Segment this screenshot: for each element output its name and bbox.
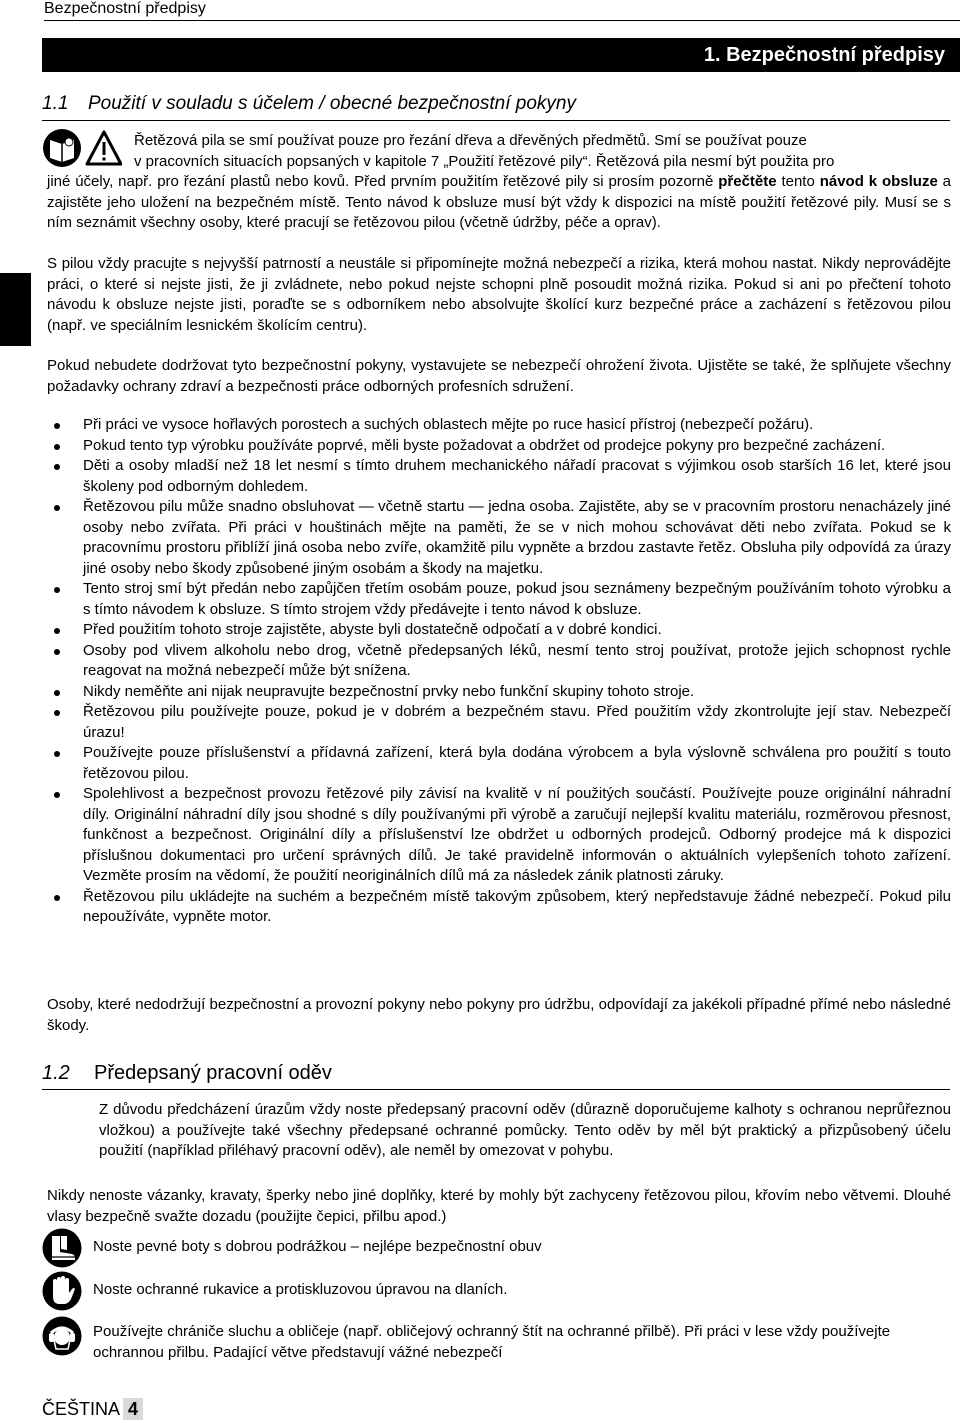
safety-bullet-list xyxy=(47,415,951,928)
list-item: Řetězovou pilu používejte pouze, pokud je v dobrém a bezpečném stavu. Před použitím vždy zkontrolujte její stav. Nebezpečí úrazu! xyxy=(47,702,951,743)
chapter-side-tab xyxy=(0,273,31,346)
ppe-row-ear-face xyxy=(42,1316,952,1362)
ppe-gloves-text: Noste ochranné rukavice a protiskluzovou úpravou na dlaních. xyxy=(93,1281,508,1298)
read-manual-warning-icon xyxy=(42,128,122,168)
clothing-paragraph-1: Z důvodu předcházení úrazům vždy noste předepsaný pracovní oděv (důrazně doporučujeme kalhoty s ochranou neprůřeznou vložkou) a používejte také všechny předepsané ochranné pomůcky. Tento oděv by měl být praktický a přizpůsobený účelu použití (například přiléhavý pracovní oděv), ale neměl by omezovat v pohybu. xyxy=(99,1101,951,1159)
footer-language: ČEŠTINA xyxy=(42,1399,121,1419)
section-1-1-title xyxy=(42,92,950,121)
intro-bold-manual: návod k obsluze xyxy=(819,173,938,190)
intro-line-2: v pracovních situacích popsaných v kapitole 7 „Použití řetězové pily“. Řetězová pila nesmí být použita pro xyxy=(134,153,835,170)
ppe-boots-text: Noste pevné boty s dobrou podrážkou – nejlépe bezpečnostní obuv xyxy=(93,1238,542,1255)
ppe-row-gloves xyxy=(42,1271,952,1311)
section-title-text: Použití v souladu s účelem / obecné bezpečnostní pokyny xyxy=(88,93,576,114)
intro-paragraph xyxy=(47,172,951,234)
list-item: Řetězovou pilu může snadno obsluhovat — včetně startu — jedna osoba. Zajistěte, aby se v pracovním prostoru nenacházely jiné osoby nebo zvířata. Při práci v houštinách mějte na paměti, že se v nich mohou schovávat děti nebo zvířata. Pokud se k pracovnímu prostoru přiblíží jiná osoba nebo zvíře, okamžitě pilu vypněte a brzdou zastavte řetěz. Obsluha pily odpovídá za úrazy jiné osoby nebo škody způsobené jiným osobám a škody na majetku. xyxy=(47,497,951,579)
ppe-row-boots xyxy=(42,1228,952,1268)
ear-face-protection-icon xyxy=(42,1316,82,1356)
list-item: Řetězovou pilu ukládejte na suchém a bezpečném místě takovým způsobem, který nepředstavuje žádné nebezpečí. Pokud pilu nepoužíváte, vypněte motor. xyxy=(47,887,951,928)
closing-paragraph: Osoby, které nedodržují bezpečnostní a provozní pokyny nebo pokyny pro údržbu, odpovídají za jakékoli případné přímé nebo následné škody. xyxy=(47,996,951,1034)
list-item: Osoby pod vlivem alkoholu nebo drog, včetně předepsaných léků, nesmí tento stroj používat, protože jejich schopnost rychle reagovat na možná nebezpečí může být snížena. xyxy=(47,641,951,682)
ppe-ear-face-text: Používejte chrániče sluchu a obličeje (např. obličejový ochranný štít na ochranné přilbě). Při práci v lese vždy používejte ochrannou přilbu. Padající větve představují vážné nebezpečí xyxy=(93,1323,891,1361)
intro-text-a: jiné účely, např. pro řezání plastů nebo kovů. Před prvním použitím řetězové pily si prosím pozorně xyxy=(47,173,719,190)
page-number: 4 xyxy=(123,1398,143,1420)
list-item: Nikdy neměňte ani nijak neupravujte bezpečnostní prvky nebo funkční skupiny tohoto stroje. xyxy=(47,682,951,703)
safety-boots-icon xyxy=(42,1228,82,1268)
section-1-2-title xyxy=(42,1061,950,1090)
list-item: Spolehlivost a bezpečnost provozu řetězové pily závisí na kvalitě v ní použitých součástí. Používejte pouze originální náhradní díly. Originální náhradní díly jsou shodné s díly používanými při výrobě a zaručují nejlepší kvalitu materiálu, rozměrovou přesnost, funkčnost a bezpečnost. Originální díly a příslušenství lze obdržet u odborných prodejců. Odborný prodejce má k dispozici příslušnou dokumentaci pro určení správných dílů. Je také pravidelně informován o aktuálních vylepšeních tohoto zařízení. Vezměte prosím na vědomí, že použití neoriginálních dílů má za následek zánik platnosti záruky. xyxy=(47,784,951,887)
intro-line-1: Řetězová pila se smí používat pouze pro řezání dřeva a dřevěných předmětů. Smí se používat pouze xyxy=(134,132,807,149)
footer-page-label xyxy=(42,1398,150,1420)
list-item: Používejte pouze příslušenství a přídavná zařízení, která byla dodána výrobcem a byla výslovně schválena pro použití s touto řetězovou pilou. xyxy=(47,743,951,784)
running-header: Bezpečnostní předpisy xyxy=(44,0,960,21)
list-item: Tento stroj smí být předán nebo zapůjčen třetím osobám pouze, pokud jsou seznámeny bezpečným používáním tohoto výrobku a s tímto návodem k obsluze. S tímto strojem vždy předávejte i tento návod k obsluze. xyxy=(47,579,951,620)
intro-text-c: a zajistěte jeho uložení na bezpečném místě. Tento návod k obsluze musí být vždy k dispozici na místě použití řetězové pily. Musí se s ním seznámit všechny osoby, které pracují se řetězovou pilou (včetně údržby, péče a oprav). xyxy=(47,173,952,231)
warning-paragraph: Pokud nebudete dodržovat tyto bezpečnostní pokyny, vystavujete se nebezpečí ohrožení života. Ujistěte se také, že splňujete všechny požadavky ochrany zdraví a bezpečnosti práce odborných profesních sdružení. xyxy=(47,357,951,395)
section-number: 1.2 xyxy=(42,1062,70,1084)
list-item: Děti a osoby mladší než 18 let nesmí s tímto druhem mechanického nářadí pracovat s výjimkou osob starších 16 let, které jsou školeny pod odborným dohledem. xyxy=(47,456,951,497)
intro-bold-read: přečtěte xyxy=(718,173,777,190)
list-item: Před použitím tohoto stroje zajistěte, abyste byli dostatečně odpočatí a v dobré kondici. xyxy=(47,620,951,641)
gloves-icon xyxy=(42,1271,82,1311)
intro-text-b: tento xyxy=(776,173,820,190)
list-item: Při práci ve vysoce hořlavých porostech a suchých oblastech mějte po ruce hasicí přístroj (nebezpečí požáru). xyxy=(47,415,951,436)
clothing-paragraph-2: Nikdy nenoste vázanky, kravaty, šperky nebo jiné doplňky, které by mohly být zachyceny řetězovou pilou, křovím nebo větvemi. Dlouhé vlasy bezpečně svažte dozadu (použijte čepici, přilbu apod.) xyxy=(47,1187,951,1225)
chapter-title: 1. Bezpečnostní předpisy xyxy=(42,38,960,72)
section-number: 1.1 xyxy=(42,93,69,114)
section-title-text: Předepsaný pracovní oděv xyxy=(94,1062,332,1084)
list-item: Pokud tento typ výrobku používáte poprvé, měli byste požadovat a obdržet od prodejce pokyny pro bezpečné zacházení. xyxy=(47,436,951,457)
caution-paragraph: S pilou vždy pracujte s nejvyšší patrností a neustále si připomínejte možná nebezpečí a rizika, která mohou nastat. Nikdy neprovádějte práci, o které si nejste jisti, že ji zvládnete, nebo pokud nejste schopni plně posoudit možná rizika. Pokud si ani po přečtení tohoto návodu k obsluze nejste jisti, poraďte se s odborníkem nebo absolvujte školící kurz bezpečné práce a zacházení s řetězovou pilou (např. ve speciálním lesnickém školícím centru). xyxy=(47,255,951,334)
